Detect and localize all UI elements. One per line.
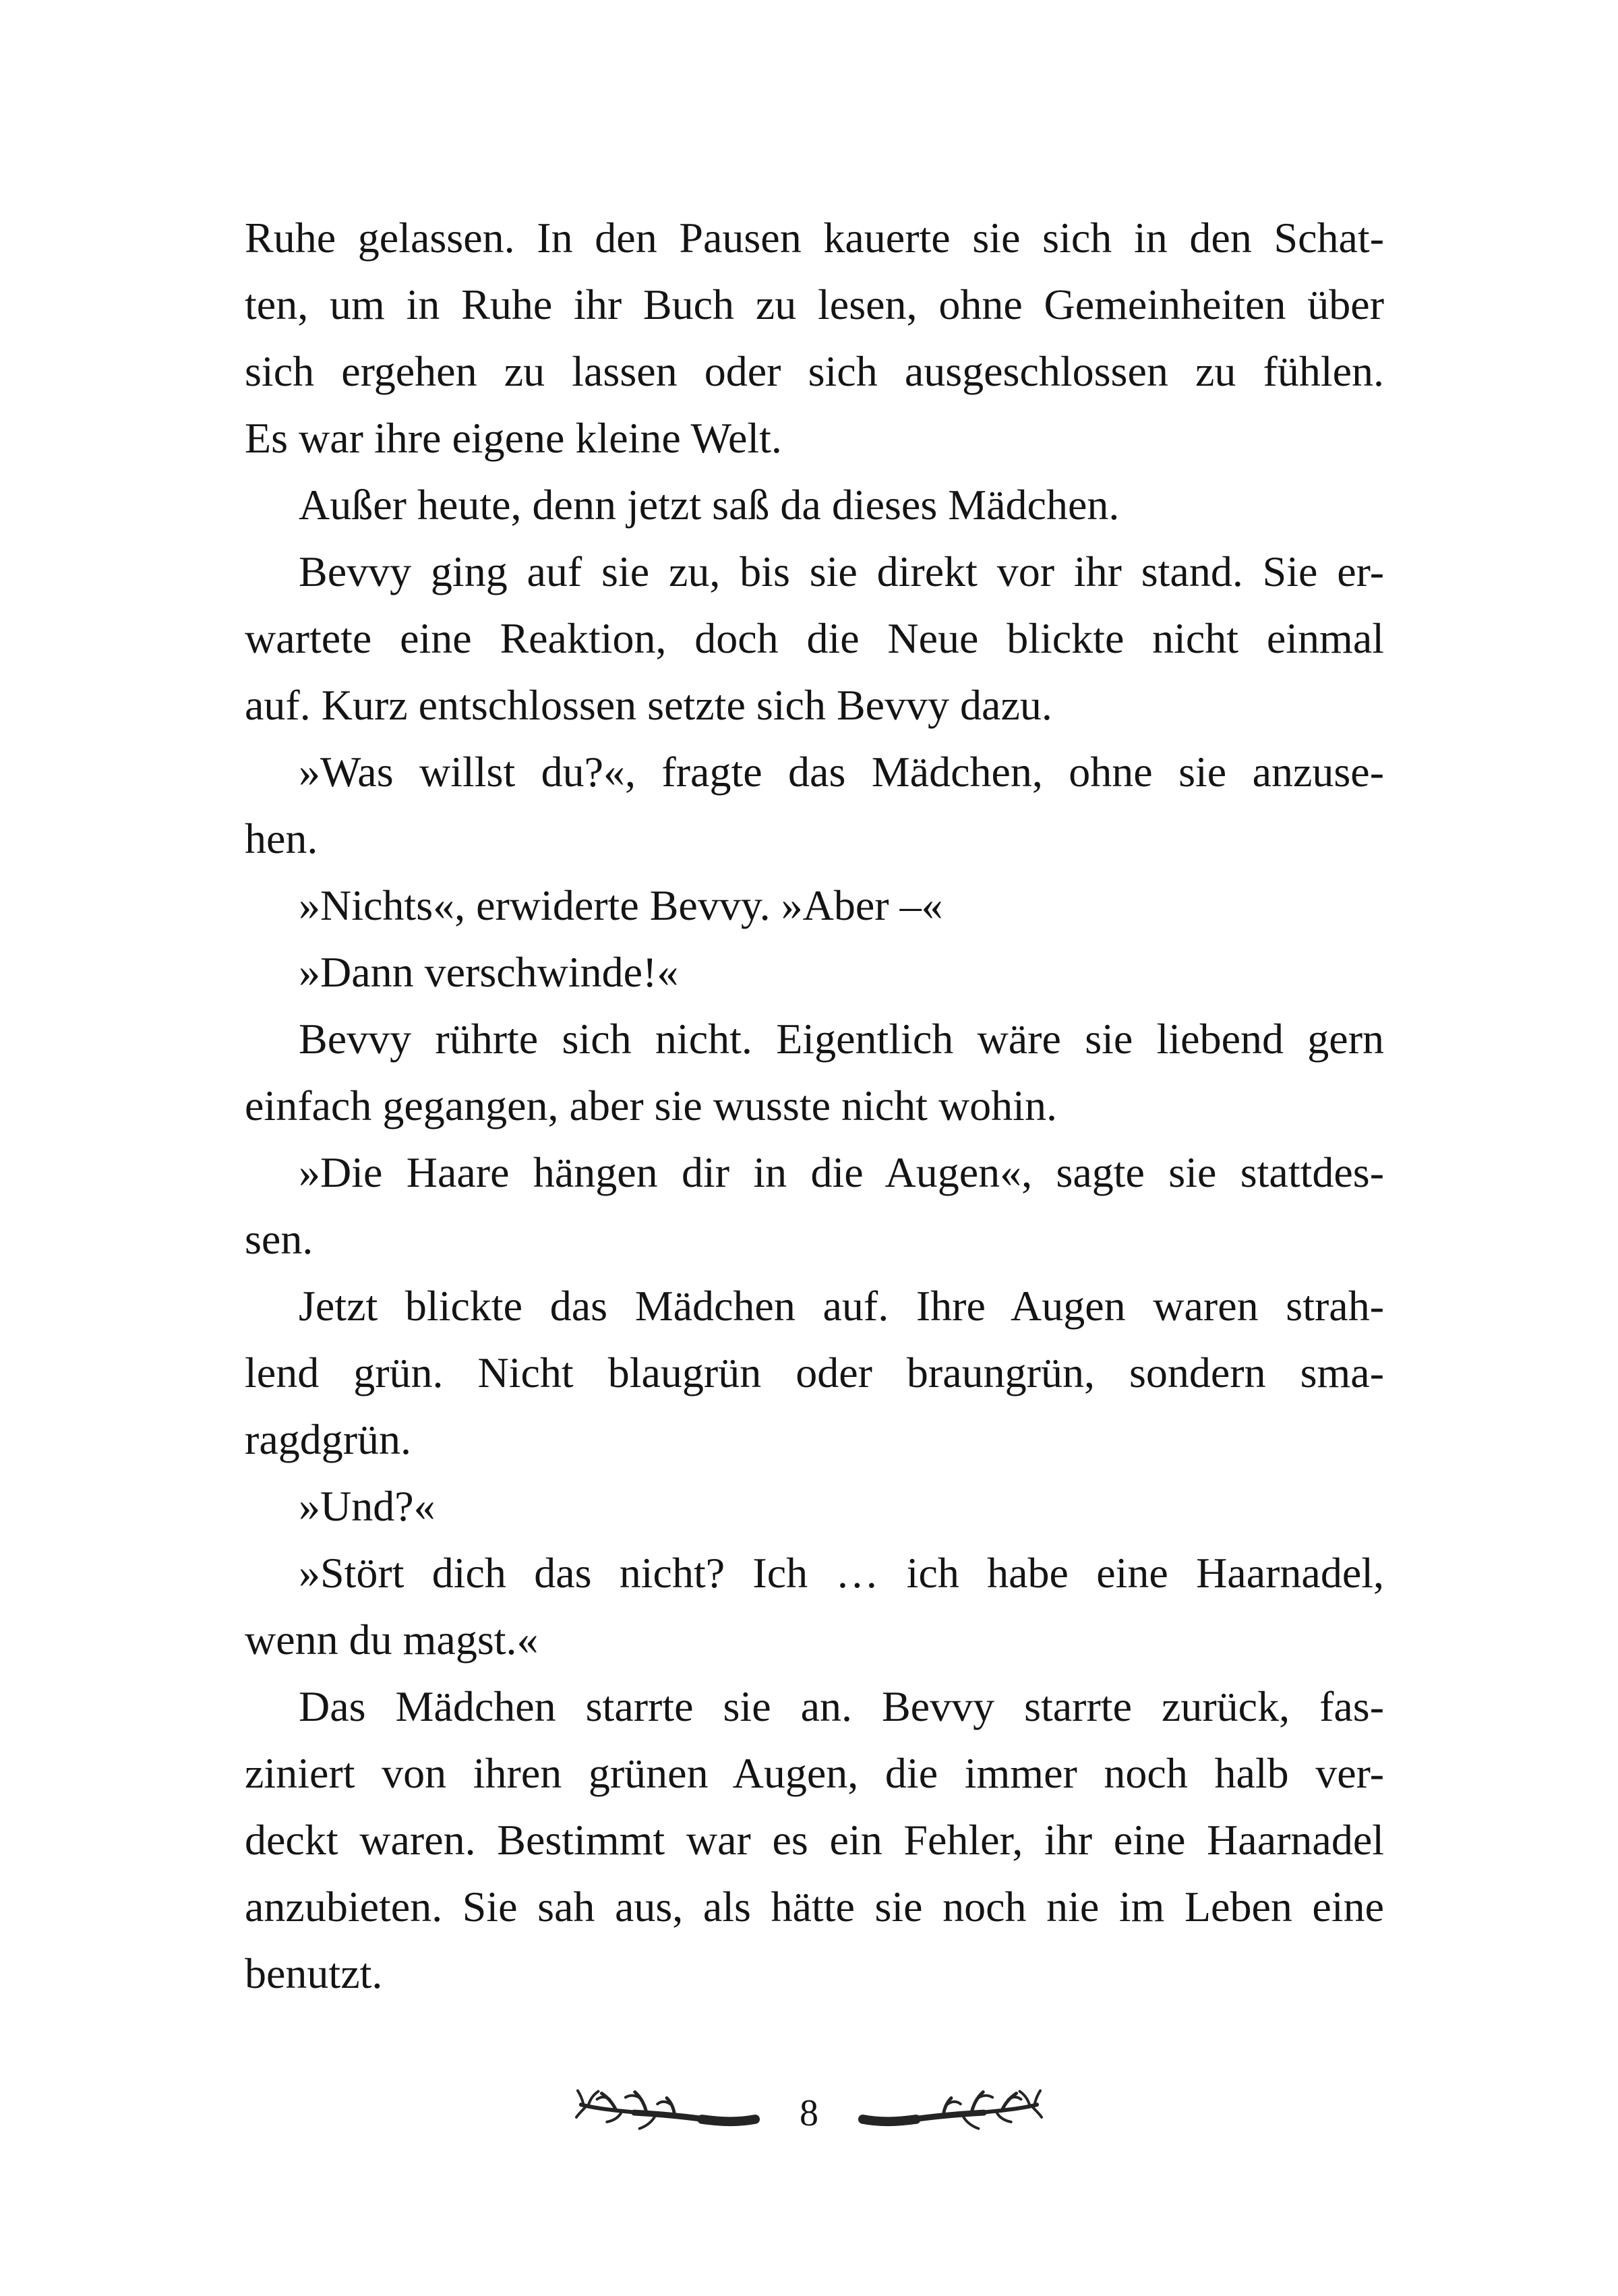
- page-number: 8: [800, 2092, 818, 2134]
- page-footer: [0, 2081, 1618, 2148]
- text-line: wenn du magst.«: [245, 1616, 539, 1664]
- text-line: »Die Haare hängen dir in die Augen«, sagte sie stattdes-: [299, 1148, 1384, 1196]
- text-line: Bevvy ging auf sie zu, bis sie direkt vor ihr stand. Sie er-: [299, 548, 1384, 595]
- text-line: ragdgrün.: [245, 1415, 412, 1463]
- text-line: Das Mädchen starrte sie an. Bevvy starrte zurück, fas-: [299, 1682, 1384, 1730]
- text-line: benutzt.: [245, 1949, 383, 1997]
- text-line: hen.: [245, 815, 318, 862]
- text-line: lend grün. Nicht blaugrün oder braungrün, sondern sma-: [245, 1349, 1384, 1396]
- text-line: sich ergehen zu lassen oder sich ausgeschlossen zu fühlen.: [245, 347, 1384, 395]
- text-line: deckt waren. Bestimmt war es ein Fehler, ihr eine Haarnadel: [245, 1816, 1384, 1864]
- text-line: »Stört dich das nicht? Ich … ich habe eine Haarnadel,: [299, 1549, 1384, 1597]
- text-line: ten, um in Ruhe ihr Buch zu lesen, ohne Gemeinheiten über: [245, 281, 1384, 328]
- text-line: Bevvy rührte sich nicht. Eigentlich wäre sie liebend gern: [299, 1015, 1384, 1063]
- text-line: Außer heute, denn jetzt saß da dieses Mädchen.: [299, 481, 1120, 529]
- text-line: »Dann verschwinde!«: [299, 948, 679, 996]
- text-line: auf. Kurz entschlossen setzte sich Bevvy dazu.: [245, 681, 1052, 729]
- text-line: einfach gegangen, aber sie wusste nicht wohin.: [245, 1082, 1057, 1129]
- text-line: sen.: [245, 1215, 313, 1263]
- text-line: »Nichts«, erwiderte Bevvy. »Aber –«: [299, 881, 943, 929]
- text-line: anzubieten. Sie sah aus, als hätte sie noch nie im Leben eine: [245, 1883, 1384, 1931]
- page-text: [245, 204, 1384, 2007]
- text-line: Ruhe gelassen. In den Pausen kauerte sie sich in den Schat-: [245, 214, 1384, 262]
- text-line: Es war ihre eigene kleine Welt.: [245, 414, 782, 462]
- text-line: ziniert von ihren grünen Augen, die immer noch halb ver-: [245, 1749, 1384, 1797]
- branch-ornament-right-icon: [858, 2086, 1044, 2144]
- text-line: wartete eine Reaktion, doch die Neue blickte nicht einmal: [245, 614, 1384, 662]
- branch-ornament-left-icon: [574, 2086, 760, 2144]
- text-line: »Was willst du?«, fragte das Mädchen, ohne sie anzuse-: [299, 748, 1384, 796]
- text-line: Jetzt blickte das Mädchen auf. Ihre Augen waren strah-: [299, 1282, 1384, 1330]
- text-line: »Und?«: [299, 1482, 436, 1530]
